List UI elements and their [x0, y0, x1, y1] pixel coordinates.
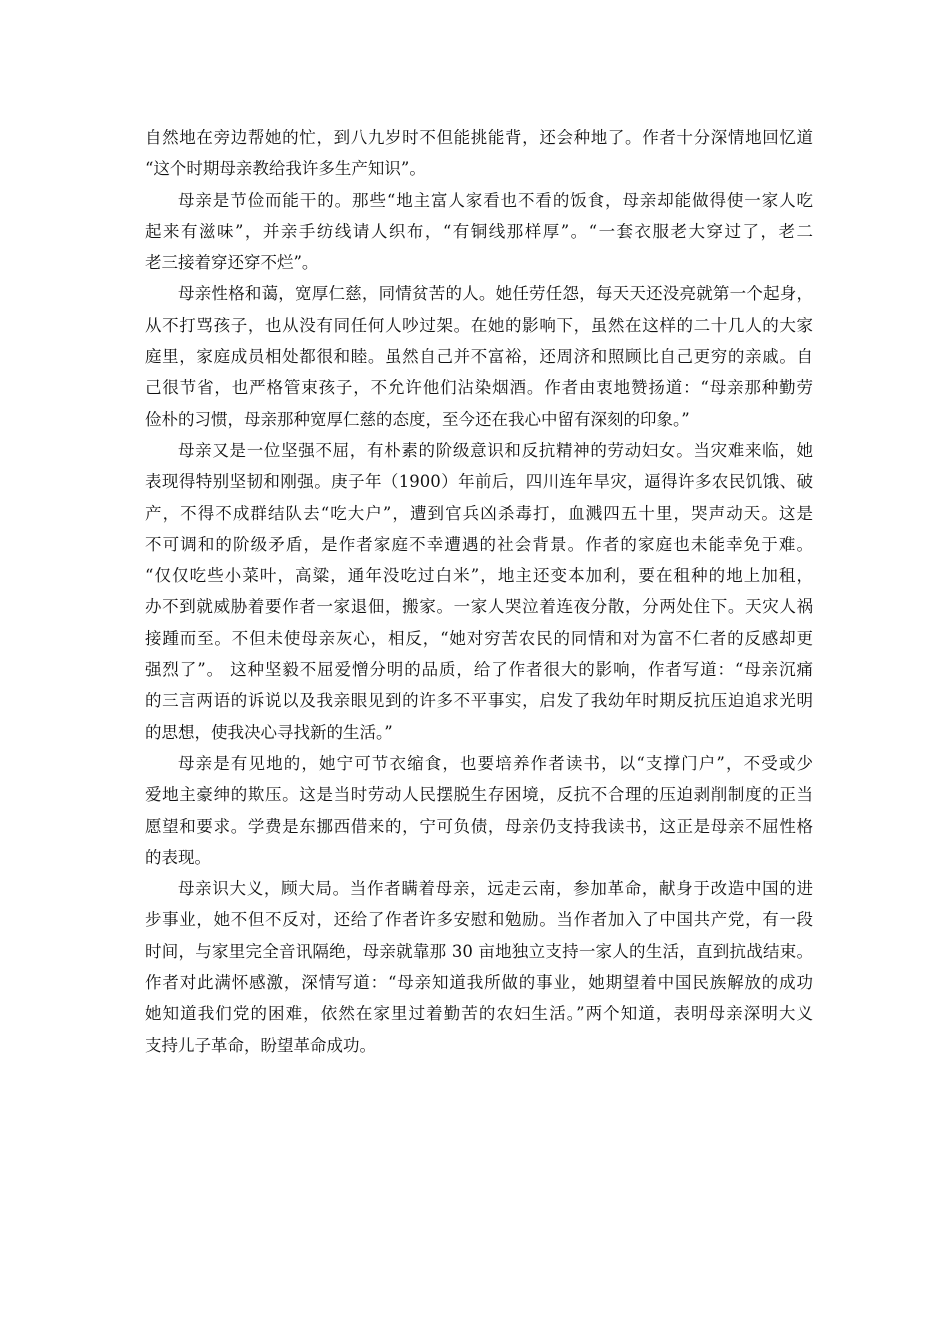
text-line: 作者对此满怀感激，深情写道：“母亲知道我所做的事业，她期望着中国民族解放的成功 [145, 973, 813, 993]
paragraph [145, 278, 813, 434]
text-line: 步事业，她不但不反对，还给了作者许多安慰和勉励。当作者加入了中国共产党，有一段 [145, 910, 813, 930]
text-line: 强烈了”。 这种坚毅不屈爱憎分明的品质，给了作者很大的影响，作者写道：“母亲沉痛 [145, 660, 813, 680]
text-line: 她知道我们党的困难，依然在家里过着勤苦的农妇生活。”两个知道，表明母亲深明大义 [145, 1004, 813, 1024]
text-line: 支持儿子革命，盼望革命成功。 [145, 1035, 376, 1055]
text-line: 爱地主豪绅的欺压。这是当时劳动人民摆脱生存困境，反抗不合理的压迫剥削制度的正当 [145, 785, 813, 805]
text-line: 产，不得不成群结队去“吃大户”，遭到官兵凶杀毒打，血溅四五十里，哭声动天。这是 [145, 503, 813, 523]
text-line: 母亲性格和蔼，宽厚仁慈，同情贫苦的人。她任劳任怨，每天天还没亮就第一个起身， [178, 284, 813, 304]
text-line: “这个时期母亲教给我许多生产知识”。 [145, 159, 426, 179]
text-line: 起来有滋味”，并亲手纺线请人织布，“有铜线那样厚”。“一套衣服老大穿过了，老二 [145, 221, 813, 241]
text-line: 从不打骂孩子，也从没有同任何人吵过架。在她的影响下，虽然在这样的二十几人的大家 [145, 315, 813, 335]
text-line: 的思想，使我决心寻找新的生活。” [145, 722, 393, 742]
paragraph [145, 122, 813, 185]
text-line: 母亲是节俭而能干的。那些“地主富人家看也不看的饭食，母亲却能做得使一家人吃 [178, 190, 813, 210]
text-line: 办不到就威胁着要作者一家退佃，搬家。一家人哭泣着连夜分散，分两处住下。天灾人祸 [145, 597, 813, 617]
article-text [145, 122, 813, 1061]
paragraph [145, 873, 813, 1061]
text-line: 己很节省，也严格管束孩子，不允许他们沾染烟酒。作者由衷地赞扬道：“母亲那种勤劳 [145, 378, 813, 398]
text-line: 表现得特别坚韧和刚强。庚子年（1900）年前后，四川连年旱灾，逼得许多农民饥饿、破 [145, 472, 813, 492]
text-line: 庭里，家庭成员相处都很和睦。虽然自己并不富裕，还周济和照顾比自己更穷的亲戚。自 [145, 347, 813, 367]
text-line: 老三接着穿还穿不烂”。 [145, 253, 319, 273]
paragraph [145, 185, 813, 279]
text-line: 的三言两语的诉说以及我亲眼见到的许多不平事实，启发了我幼年时期反抗压迫追求光明 [145, 691, 813, 711]
text-line: “仅仅吃些小菜叶，高粱，通年没吃过白米”，地主还变本加利，要在租种的地上加租， [145, 566, 813, 586]
text-line: 愿望和要求。学费是东挪西借来的，宁可负债，母亲仍支持我读书，这正是母亲不屈性格 [145, 816, 813, 836]
text-line: 时间，与家里完全音讯隔绝，母亲就靠那 30 亩地独立支持一家人的生活，直到抗战结束。 [145, 941, 813, 961]
text-line: 的表现。 [145, 847, 211, 867]
text-line: 接踵而至。不但未使母亲灰心，相反，“她对穷苦农民的同情和对为富不仁者的反感却更 [145, 628, 813, 648]
paragraph [145, 748, 813, 873]
text-line: 母亲是有见地的，她宁可节衣缩食，也要培养作者读书，以“支撑门户”，不受或少 [178, 753, 813, 773]
text-line: 自然地在旁边帮她的忙，到八九岁时不但能挑能背，还会种地了。作者十分深情地回忆道 [145, 128, 813, 147]
text-line: 母亲又是一位坚强不屈，有朴素的阶级意识和反抗精神的劳动妇女。当灾难来临，她 [178, 440, 813, 460]
text-line: 俭朴的习惯，母亲那种宽厚仁慈的态度，至今还在我心中留有深刻的印象。” [145, 409, 690, 429]
paragraph [145, 435, 813, 748]
text-line: 母亲识大义，顾大局。当作者瞒着母亲，远走云南，参加革命，献身于改造中国的进 [178, 879, 813, 899]
text-line: 不可调和的阶级矛盾，是作者家庭不幸遭遇的社会背景。作者的家庭也未能幸免于难。 [145, 534, 813, 554]
